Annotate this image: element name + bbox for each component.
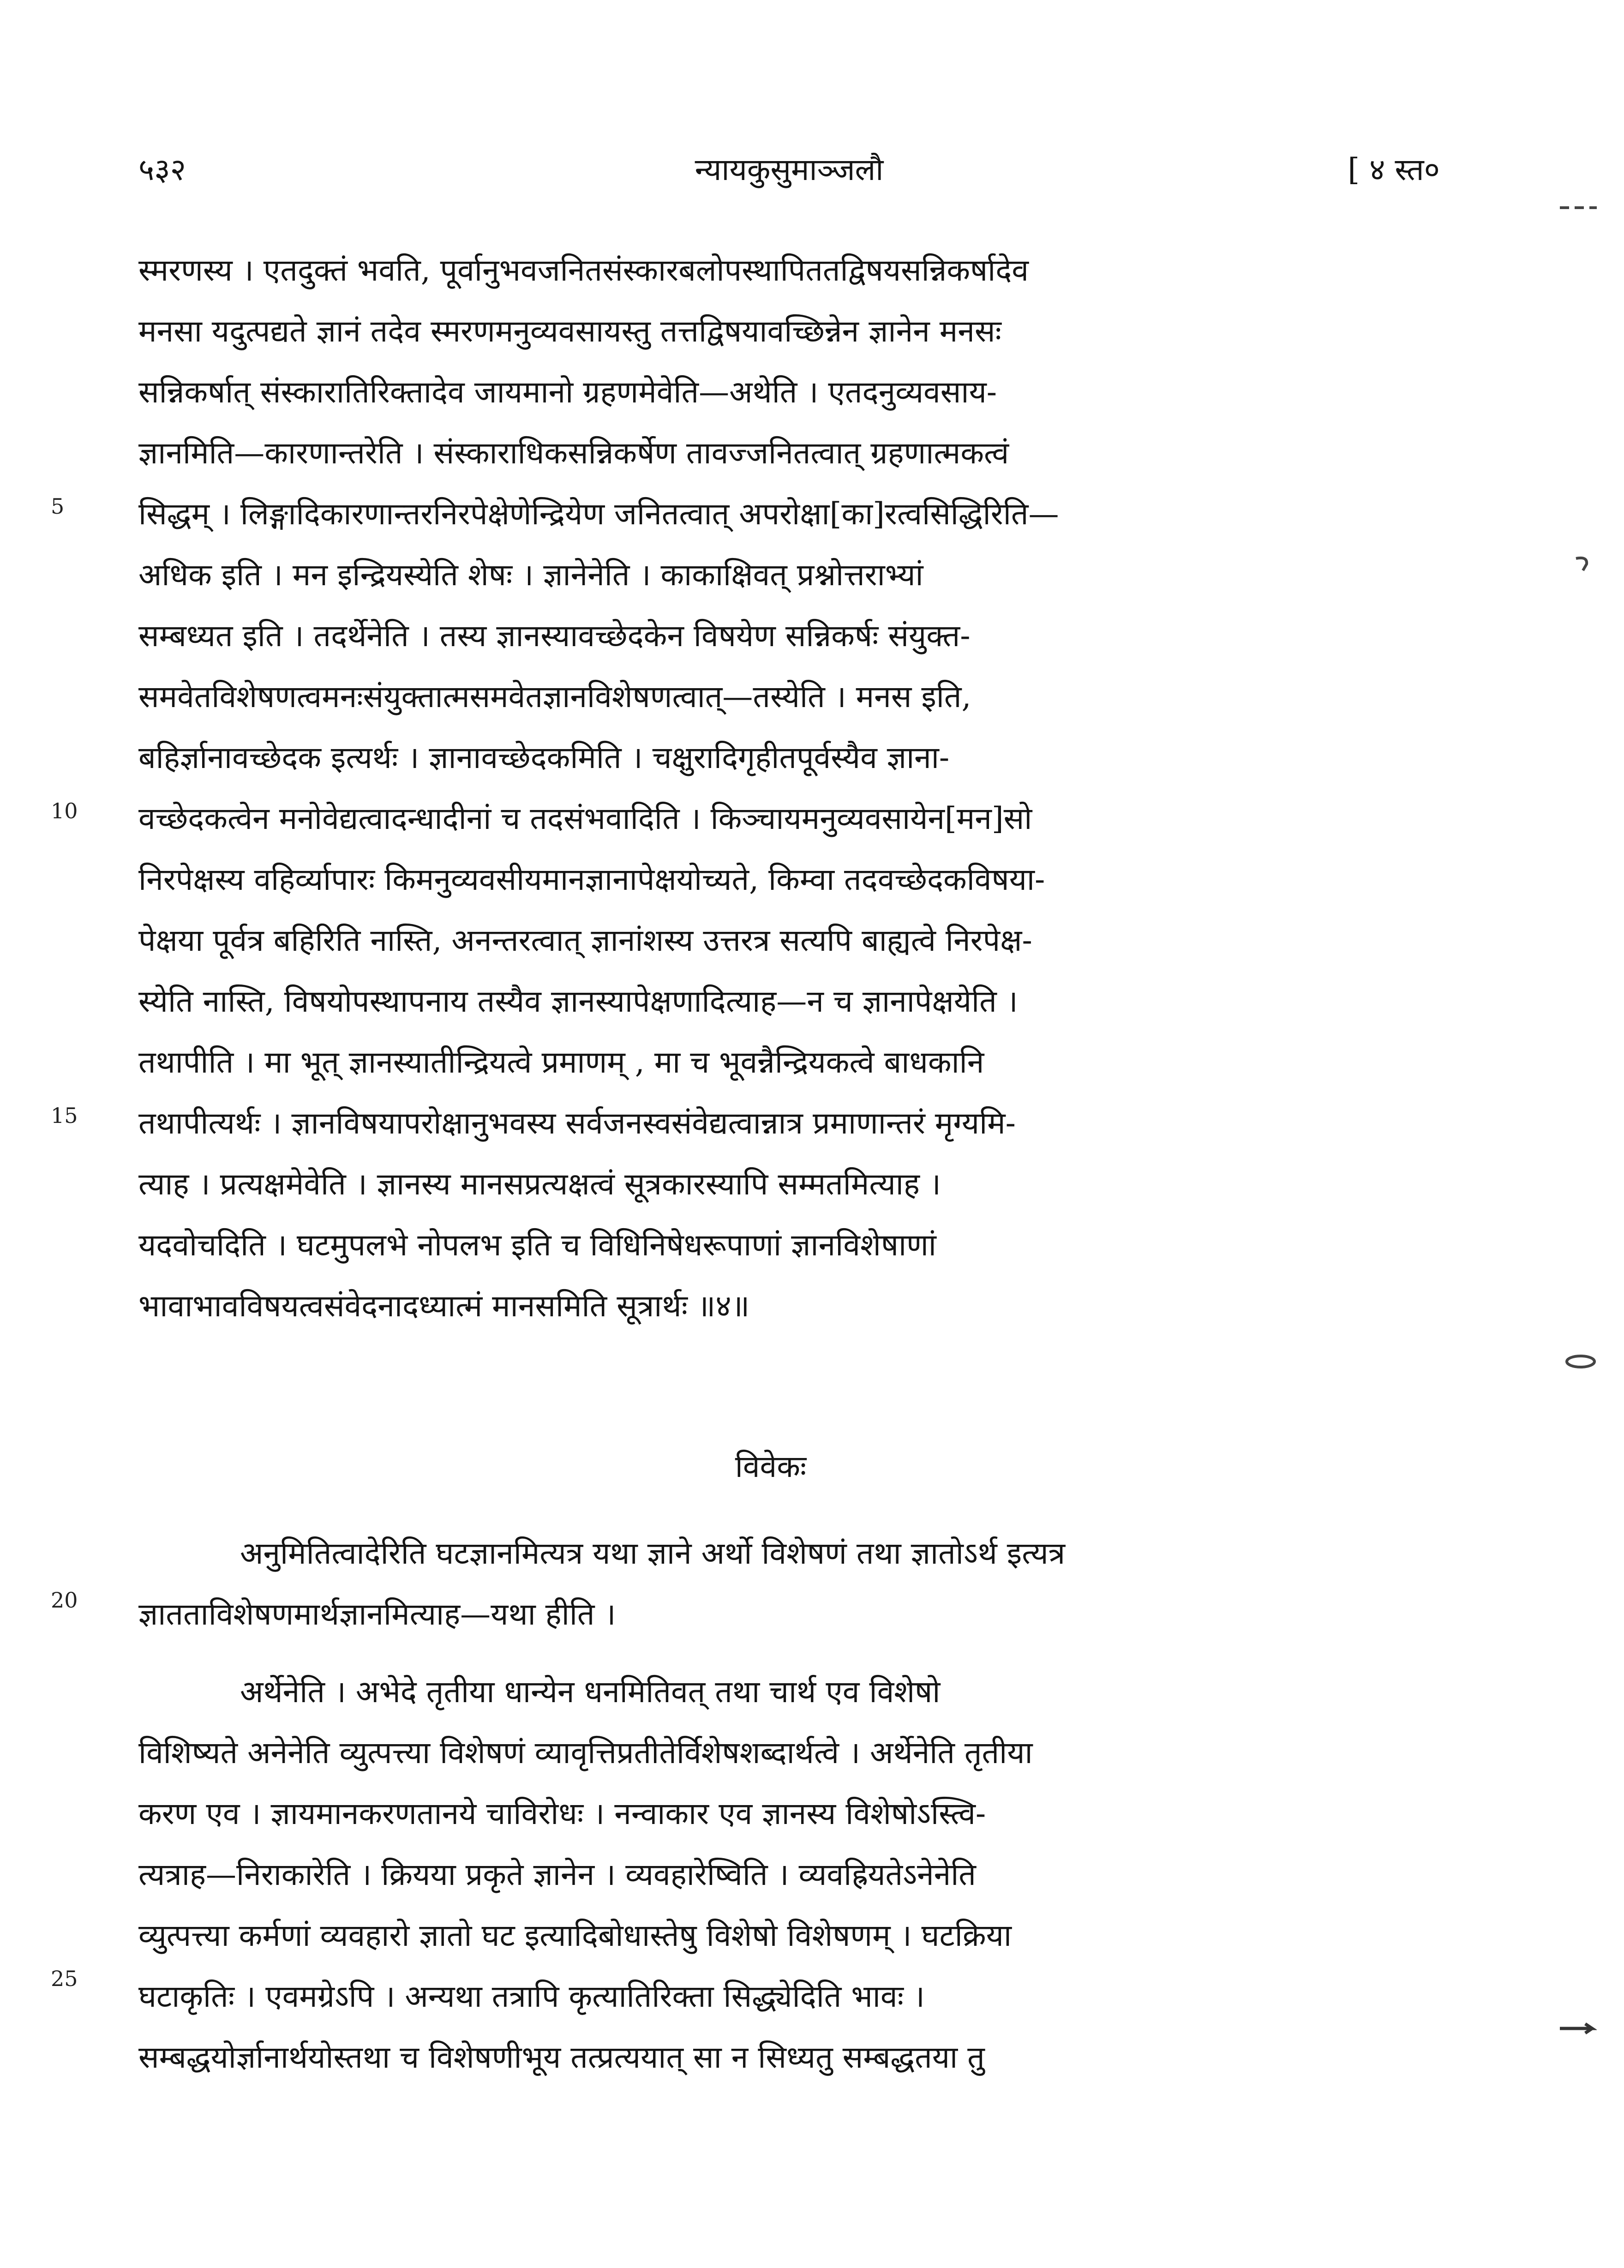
text-line: तथापीत्यर्थः । ज्ञानविषयापरोक्षानुभवस्य सर्वजनस्वसंवेद्यत्वान्नात्र प्रमाणान्तरं मृग्यमि- [138, 1105, 1016, 1141]
line-number: 5 [51, 494, 65, 519]
text-line: वच्छेदकत्वेन मनोवेद्यत्वादन्धादीनां च तदसंभवादिति । किञ्चायमनुव्यवसायेन[मन]सो [138, 801, 1032, 836]
text-line: ज्ञातताविशेषणमार्थज्ञानमित्याह—यथा हीति । [138, 1596, 616, 1632]
text-line: विशिष्यते अनेनेति व्युत्पत्त्या विशेषणं व्यावृत्तिप्रतीतेर्विशेषशब्दार्थत्वे । अर्थेनेति तृतीया [138, 1735, 1033, 1770]
text-line: सन्निकर्षात् संस्कारातिरिक्तादेव जायमानो ग्रहणमेवेति—अथेति । एतदनुव्यवसाय- [138, 374, 997, 410]
text-line: त्याह । प्रत्यक्षमेवेति । ज्ञानस्य मानसप्रत्यक्षत्वं सूत्रकारस्यापि सम्मतमित्याह । [138, 1166, 941, 1202]
text-line: निरपेक्षस्य वहिर्व्यापारः किमनुव्यवसीयमानज्ञानापेक्षयोच्यते, किम्वा तदवच्छेदकविषया- [138, 862, 1045, 897]
text-line: तथापीति । मा भूत् ज्ञानस्यातीन्द्रियत्वे प्रमाणम् , मा च भूवन्नैन्द्रियकत्वे बाधकानि [138, 1044, 984, 1080]
text-line: ज्ञानमिति—कारणान्तरेति । संस्काराधिकसन्निकर्षेण तावज्जनितत्वात् ग्रहणात्मकत्वं [138, 435, 1009, 471]
margin-hook-mark [1574, 554, 1592, 572]
text-line: सिद्धम् । लिङ्गादिकारणान्तरनिरपेक्षेणेन्द्रियेण जनितत्वात् अपरोक्षा[का]रत्वसिद्धिरिति— [138, 496, 1059, 532]
line-number: 15 [51, 1103, 78, 1128]
text-line: स्येति नास्ति, विषयोपस्थापनाय तस्यैव ज्ञानस्यापेक्षणादित्याह—न च ज्ञानापेक्षयेति । [138, 984, 1018, 1019]
text-line: अधिक इति । मन इन्द्रियस्येति शेषः । ज्ञानेनेति । काकाक्षिवत् प्रश्नोत्तराभ्यां [138, 557, 923, 593]
section-reference: [ ४ स्त० [1348, 152, 1440, 187]
text-line: अनुमितित्वादेरिति घटज्ञानमित्यत्र यथा ज्ञाने अर्थो विशेषणं तथा ज्ञातोऽर्थ इत्यत्र [240, 1536, 1066, 1571]
text-line: घटाकृतिः । एवमग्रेऽपि । अन्यथा तत्रापि कृत्यातिरिक्ता सिद्ध्येदिति भावः । [138, 1979, 925, 2014]
text-line: अर्थेनेति । अभेदे तृतीया धान्येन धनमितिवत् तथा चार्थ एव विशेषो [240, 1674, 941, 1710]
page-number: ५३२ [138, 152, 186, 187]
commentary-text [138, 240, 1403, 1337]
text-line: व्युत्पत्त्या कर्मणां व्यवहारो ज्ञातो घट इत्यादिबोधास्तेषु विशेषो विशेषणम् । घटक्रिया [138, 1918, 1012, 1953]
running-head [138, 138, 1440, 203]
text-line: पेक्षया पूर्वत्र बहिरिति नास्ति, अनन्तरत्वात् ज्ञानांशस्य उत्तरत्र सत्यपि बाह्यत्वे निरपेक्ष- [138, 923, 1032, 958]
text-line: सम्बद्धयोर्ज्ञानार्थयोस्तथा च विशेषणीभूय तत्प्रत्ययात् सा न सिध्यतु सम्बद्धतया तु [138, 2040, 985, 2075]
text-line: स्मरणस्य । एतदुक्तं भवति, पूर्वानुभवजनितसंस्कारबलोपस्थापिततद्विषयसन्निकर्षादेव [138, 252, 1029, 288]
text-line: करण एव । ज्ञायमानकरणतानये चाविरोधः । नन्वाकार एव ज्ञानस्य विशेषोऽस्त्वि- [138, 1796, 986, 1831]
text-line: भावाभावविषयत्वसंवेदनादध्यात्मं मानसमिति सूत्रार्थः ॥४॥ [138, 1288, 750, 1324]
text-line: मनसा यदुत्पद्यते ज्ञानं तदेव स्मरणमनुव्यवसायस्तु तत्तद्विषयावच्छिन्नेन ज्ञानेन मनसः [138, 313, 1001, 349]
text-line: त्यत्राह—निराकारेति । क्रियया प्रकृते ज्ञानेन । व्यवहारेष्विति । व्यवह्रियतेऽनेनेति [138, 1857, 976, 1892]
line-number: 10 [51, 798, 78, 823]
margin-blot-mark [1564, 1352, 1597, 1371]
text-line: बहिर्ज्ञानावच्छेदक इत्यर्थः । ज्ञानावच्छेदकमिति । चक्षुरादिगृहीतपूर्वस्यैव ज्ञाना- [138, 740, 950, 775]
margin-dash-mark [1560, 203, 1597, 212]
margin-arrow-mark [1560, 2022, 1597, 2035]
text-line: समवेतविशेषणत्वमनःसंयुक्तात्मसमवेतज्ञानविशेषणत्वात्—तस्येति । मनस इति, [138, 679, 971, 714]
text-line: यदवोचदिति । घटमुपलभे नोपलभ इति च विधिनिषेधरूपाणां ज्ञानविशेषाणां [138, 1227, 936, 1263]
viveka-text-a [138, 1523, 1403, 1645]
text-line: सम्बध्यत इति । तदर्थेनेति । तस्य ज्ञानस्यावच्छेदकेन विषयेण सन्निकर्षः संयुक्त- [138, 618, 971, 654]
viveka-text-b [138, 1662, 1403, 2088]
line-number: 20 [51, 1588, 78, 1613]
line-number: 25 [51, 1966, 78, 1991]
viveka-heading: विवेकः [735, 1449, 807, 1484]
book-title: न्यायकुसुमाञ्जलौ [695, 152, 884, 187]
